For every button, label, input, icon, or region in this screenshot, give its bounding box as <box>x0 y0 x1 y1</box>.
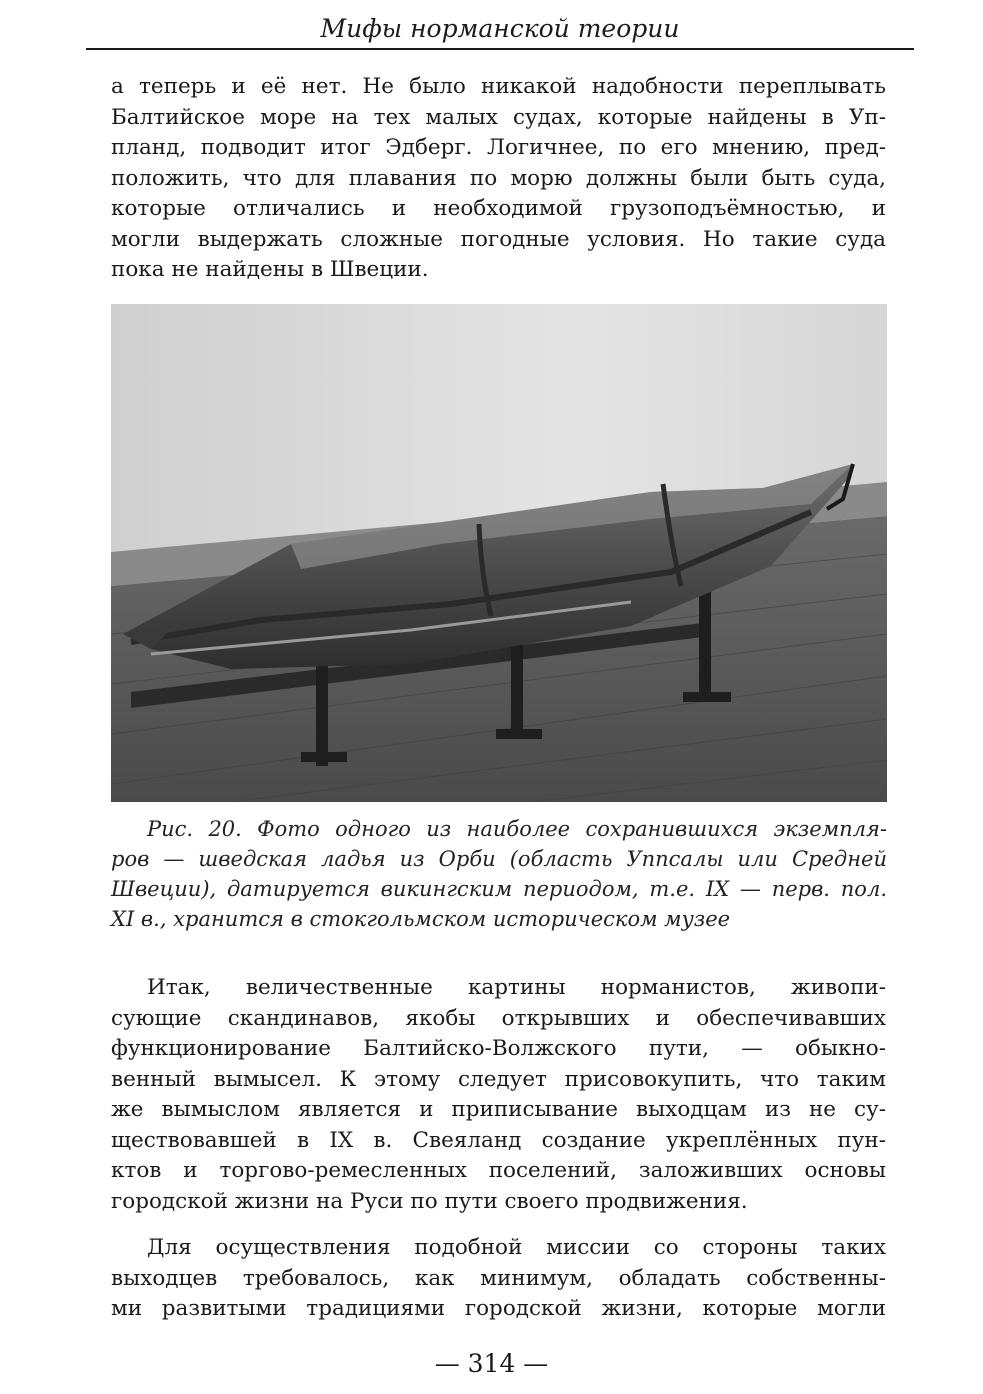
paragraph-1-line: которые отличались и необходимой грузоподъёмностью, и <box>111 196 886 221</box>
figure-caption-line: Рис. 20. Фото одного из наиболее сохранившихся экземпля- <box>147 817 887 841</box>
running-head: Мифы норманской теории <box>320 14 680 43</box>
paragraph-1-line: положить, что для плавания по морю должны были быть суда, <box>111 165 886 191</box>
paragraph-1-line: планд, подводит итог Эдберг. Логичнее, по его мнению, пред- <box>111 135 886 160</box>
paragraph-2-line: сующие скандинавов, якобы открывших и обеспечивавших <box>111 1005 886 1031</box>
paragraph-2-line: венный вымысел. К этому следует присовокупить, что таким <box>111 1066 886 1092</box>
paragraph-1-line: могли выдержать сложные погодные условия. Но такие суда <box>111 226 886 252</box>
paragraph-1 <box>111 72 886 286</box>
header-rule <box>86 48 914 50</box>
figure-caption <box>111 814 887 934</box>
paragraph-2 <box>111 973 886 1217</box>
figure-caption-line: Швеции), датируется викингским периодом, т.е. IX — перв. пол. <box>111 877 887 901</box>
paragraph-2-line: функционирование Балтийско-Волжского пути, — обыкно- <box>111 1036 886 1061</box>
paragraph-3-line: ми развитыми традициями городской жизни, которые могли <box>111 1296 886 1321</box>
paragraph-1-line: Балтийское море на тех малых судах, которые найдены в Уп- <box>111 104 886 130</box>
paragraph-3-line: выходцев требовалось, как минимум, обладать собственны- <box>111 1265 886 1291</box>
paragraph-2-line: ществовавшей в IX в. Свеяланд создание укреплённых пун- <box>111 1127 886 1153</box>
paragraph-2-line: же вымыслом является и приписывание выходцам из не су- <box>111 1097 886 1122</box>
paragraph-2-line: городской жизни на Руси по пути своего продвижения. <box>111 1188 748 1214</box>
boat-photograph <box>111 304 887 802</box>
paragraph-2-line: Итак, величественные картины норманистов, живопи- <box>147 975 886 1000</box>
figure-caption-line: ров — шведская ладья из Орби (область Уппсалы или Средней <box>111 847 887 871</box>
paragraph-3-line: Для осуществления подобной миссии со стороны таких <box>147 1235 886 1260</box>
page-number: — 314 — <box>434 1349 549 1378</box>
figure-caption-line: XI в., хранится в стокгольмском историческом музее <box>111 907 731 931</box>
paragraph-3 <box>111 1233 886 1325</box>
paragraph-2-line: ктов и торгово-ремесленных поселений, заложивших основы <box>111 1158 886 1183</box>
paragraph-1-line: а теперь и её нет. Не было никакой надобности переплывать <box>111 74 886 99</box>
paragraph-1-line: пока не найдены в Швеции. <box>111 257 429 282</box>
